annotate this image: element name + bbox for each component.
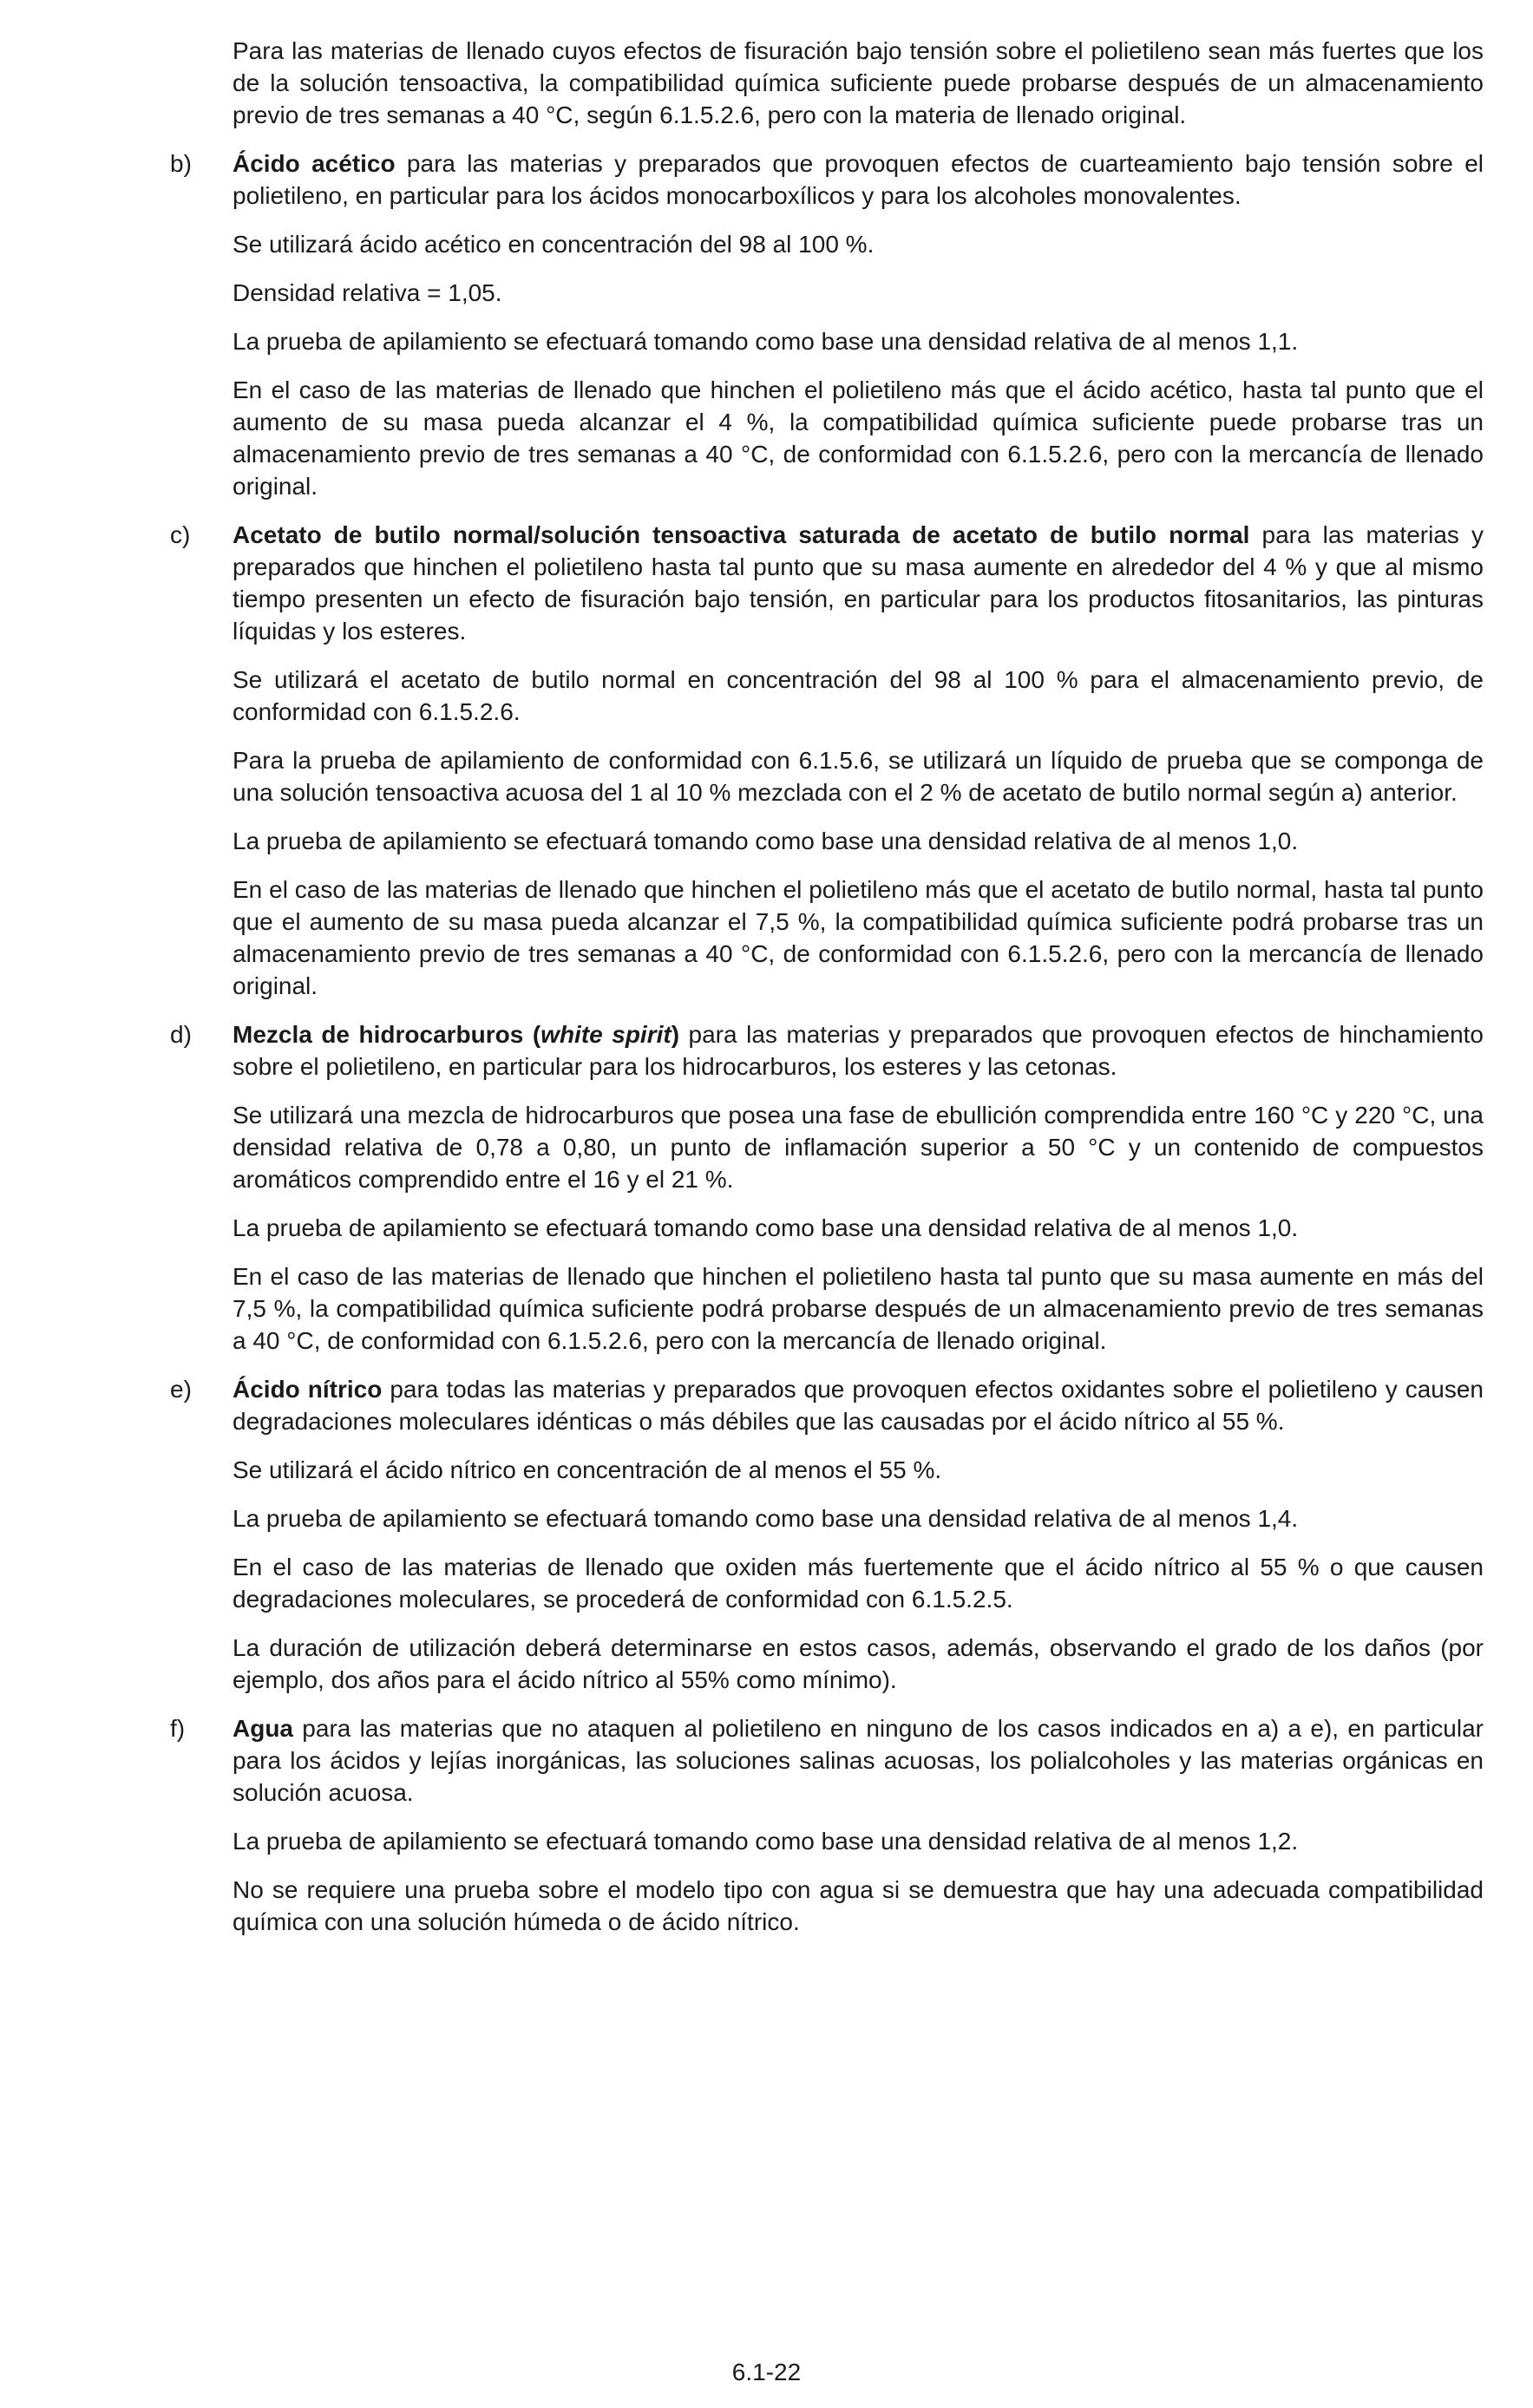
- item-heading-close: ): [671, 1021, 680, 1048]
- list-item-f: [170, 1712, 1484, 1938]
- item-paragraph: Densidad relativa = 1,05.: [233, 279, 502, 306]
- item-paragraph: La prueba de apilamiento se efectuará tomando como base una densidad relativa de al menos 1,0.: [233, 1214, 1299, 1241]
- item-heading: Ácido nítrico: [233, 1376, 383, 1403]
- item-paragraph: No se requiere una prueba sobre el modelo tipo con agua si se demuestra que hay una adecuada compatibilidad química con una solución húmeda o de ácido nítrico.: [233, 1876, 1484, 1935]
- item-paragraph: En el caso de las materias de llenado que hinchen el polietileno más que el ácido acético, hasta tal punto que el aumento de su masa pueda alcanzar el 4 %, la compatibilidad química suficiente puede probarse tras un almacenamiento previo de tres semanas a 40 °C, de conformidad con 6.1.5.2.6, pero con la mercancía de llenado original.: [233, 376, 1484, 500]
- item-lead-text: para las materias y preparados que hinchen el polietileno hasta tal punto que su masa aumente en alrededor del 4 % y que al mismo tiempo presenten un efecto de fisuración bajo tensión, en particular para los productos fitosanitarios, las pinturas líquidas y los esteres.: [233, 521, 1484, 645]
- item-letter: d): [170, 1021, 192, 1048]
- list-item-b: [170, 147, 1484, 502]
- item-letter: e): [170, 1376, 192, 1403]
- item-letter: c): [170, 521, 191, 548]
- item-paragraph: Se utilizará el ácido nítrico en concentración de al menos el 55 %.: [233, 1456, 942, 1483]
- list-item-d: [170, 1018, 1484, 1357]
- item-lead-paragraph: [233, 1712, 1484, 1809]
- document-body: [170, 35, 1484, 1954]
- item-lead-text: para las materias y preparados que provoquen efectos de hinchamiento sobre el polietileno, en particular para los hidrocarburos, los esteres y las cetonas.: [233, 1021, 1484, 1080]
- item-heading: Agua: [233, 1715, 293, 1742]
- item-letter: f): [170, 1715, 186, 1742]
- item-paragraph: La prueba de apilamiento se efectuará tomando como base una densidad relativa de al menos 1,2.: [233, 1828, 1299, 1855]
- item-lead-paragraph: [233, 519, 1484, 647]
- item-lead-text: para las materias y preparados que provoquen efectos de cuarteamiento bajo tensión sobre el polietileno, en particular para los ácidos monocarboxílicos y para los alcoholes monovalentes.: [233, 150, 1484, 209]
- item-lead-paragraph: [233, 1373, 1484, 1437]
- item-paragraph: En el caso de las materias de llenado que oxiden más fuertemente que el ácido nítrico al 55 % o que causen degradaciones moleculares, se procederá de conformidad con 6.1.5.2.5.: [233, 1554, 1484, 1613]
- page-number: 6.1-22: [731, 2359, 802, 2385]
- item-paragraph: La prueba de apilamiento se efectuará tomando como base una densidad relativa de al menos 1,1.: [233, 328, 1299, 355]
- item-paragraph: En el caso de las materias de llenado que hinchen el polietileno hasta tal punto que su masa aumente en más del 7,5 %, la compatibilidad química suficiente podrá probarse después de un almacenamiento previo de tres semanas a 40 °C, de conformidad con 6.1.5.2.6, pero con la mercancía de llenado original.: [233, 1263, 1484, 1354]
- item-lead-paragraph: [233, 1018, 1484, 1083]
- item-heading: Acetato de butilo normal/solución tensoactiva saturada de acetato de butilo normal: [233, 521, 1250, 548]
- item-paragraph: Se utilizará una mezcla de hidrocarburos que posea una fase de ebullición comprendida entre 160 °C y 220 °C, una densidad relativa de 0,78 a 0,80, un punto de inflamación superior a 50 °C y un contenido de compuestos aromáticos comprendido entre el 16 y el 21 %.: [233, 1102, 1484, 1193]
- item-paragraph: Se utilizará el acetato de butilo normal en concentración del 98 al 100 % para el almacenamiento previo, de conformidad con 6.1.5.2.6.: [233, 666, 1484, 725]
- item-paragraph: La prueba de apilamiento se efectuará tomando como base una densidad relativa de al menos 1,0.: [233, 828, 1299, 854]
- intro-paragraph: Para las materias de llenado cuyos efectos de fisuración bajo tensión sobre el polietileno sean más fuertes que los de la solución tensoactiva, la compatibilidad química suficiente puede probarse después de un almacenamiento previo de tres semanas a 40 °C, según 6.1.5.2.6, pero con la materia de llenado original.: [233, 37, 1484, 128]
- item-paragraph: La duración de utilización deberá determinarse en estos casos, además, observando el grado de los daños (por ejemplo, dos años para el ácido nítrico al 55% como mínimo).: [233, 1634, 1484, 1693]
- item-heading-italic: white spirit: [540, 1021, 672, 1048]
- item-paragraph: Se utilizará ácido acético en concentración del 98 al 100 %.: [233, 231, 875, 258]
- list-item-e: [170, 1373, 1484, 1696]
- item-paragraph: La prueba de apilamiento se efectuará tomando como base una densidad relativa de al menos 1,4.: [233, 1505, 1299, 1532]
- item-heading: Mezcla de hidrocarburos (: [233, 1021, 541, 1048]
- item-paragraph: Para la prueba de apilamiento de conformidad con 6.1.5.6, se utilizará un líquido de prueba que se componga de una solución tensoactiva acuosa del 1 al 10 % mezclada con el 2 % de acetato de butilo normal según a) anterior.: [233, 747, 1484, 806]
- item-lead-text: para las materias que no ataquen al polietileno en ninguno de los casos indicados en a) a e), en particular para los ácidos y lejías inorgánicas, las soluciones salinas acuosas, los polialcoholes y las materias orgánicas en solución acuosa.: [233, 1715, 1484, 1806]
- item-letter: b): [170, 150, 192, 177]
- item-lead-text: para todas las materias y preparados que provoquen efectos oxidantes sobre el polietileno y causen degradaciones moleculares idénticas o más débiles que las causadas por el ácido nítrico al 55 %.: [233, 1376, 1484, 1435]
- item-paragraph: En el caso de las materias de llenado que hinchen el polietileno más que el acetato de butilo normal, hasta tal punto que el aumento de su masa pueda alcanzar el 7,5 %, la compatibilidad química suficiente podrá probarse tras un almacenamiento previo de tres semanas a 40 °C, de conformidad con 6.1.5.2.6, pero con la mercancía de llenado original.: [233, 876, 1484, 999]
- item-lead-paragraph: [233, 147, 1484, 212]
- list-item-c: [170, 519, 1484, 1002]
- item-heading: Ácido acético: [233, 150, 396, 177]
